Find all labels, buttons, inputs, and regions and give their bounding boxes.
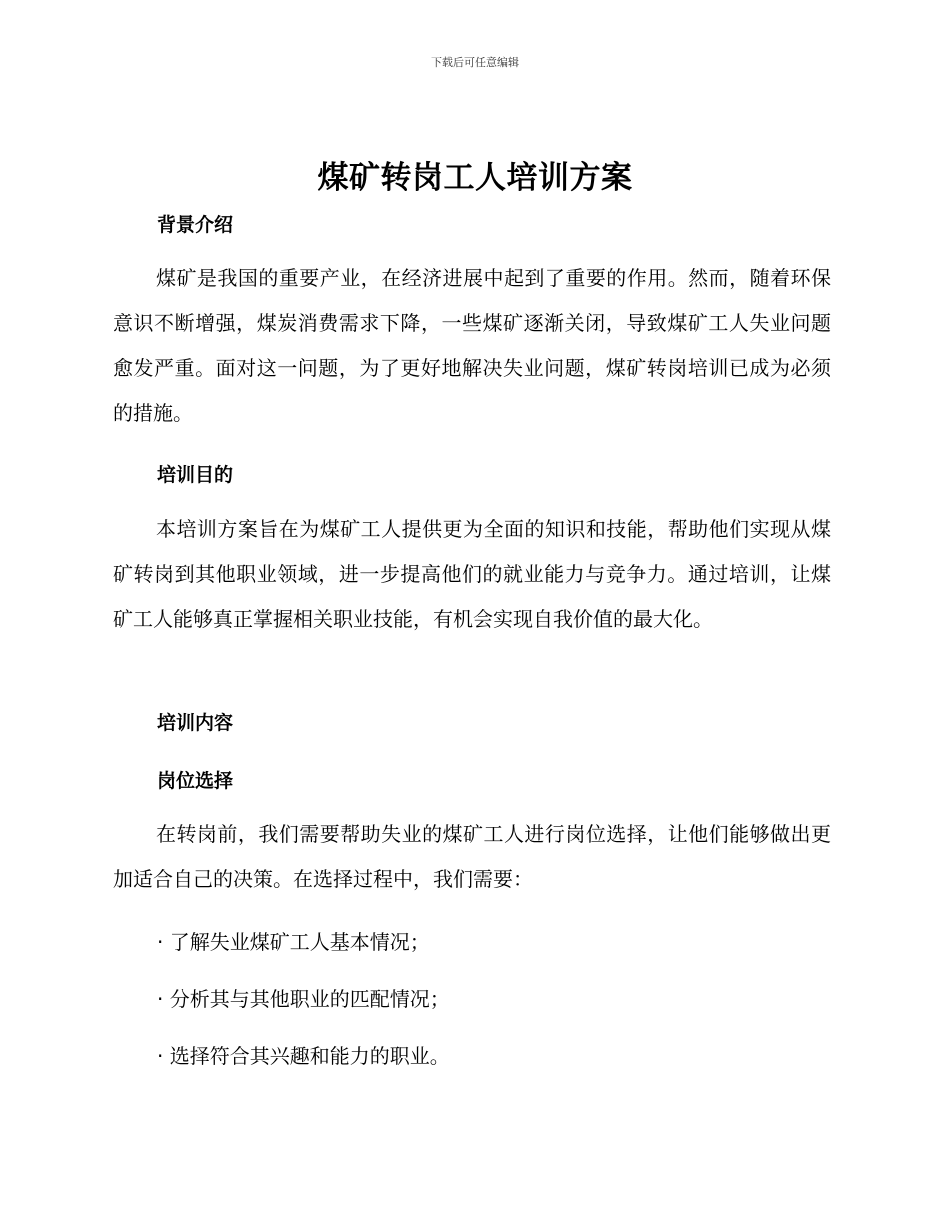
subsection-heading-position: 岗位选择: [157, 770, 234, 792]
paragraph-purpose: 本培训方案旨在为煤矿工人提供更为全面的知识和技能，帮助他们实现从煤矿转岗到其他职业领域，进一步提高他们的就业能力与竞争力。通过培训，让煤矿工人能够真正掌握相关职业技能，有机会实现自我价值的最大化。: [113, 517, 831, 631]
paragraph-position: 在转岗前，我们需要帮助失业的煤矿工人进行岗位选择，让他们能够做出更加适合自己的决策。在选择过程中，我们需要：: [113, 822, 831, 891]
section-heading-purpose: 培训目的: [157, 464, 234, 486]
list-item: · 选择符合其兴趣和能力的职业。: [157, 1044, 450, 1068]
section-heading-content: 培训内容: [157, 712, 234, 734]
document-title: 煤矿转岗工人培训方案: [317, 160, 633, 196]
list-item: · 分析其与其他职业的匹配情况；: [157, 987, 450, 1011]
paragraph-background: 煤矿是我国的重要产业，在经济进展中起到了重要的作用。然而，随着环保意识不断增强，煤炭消费需求下降，一些煤矿逐渐关闭，导致煤矿工人失业问题愈发严重。面对这一问题，为了更好地解决失业问题，煤矿转岗培训已成为必须的措施。: [113, 266, 831, 425]
list-item: · 了解失业煤矿工人基本情况；: [157, 930, 430, 954]
header-note: 下载后可任意编辑: [431, 56, 519, 69]
section-heading-background: 背景介绍: [157, 214, 234, 236]
